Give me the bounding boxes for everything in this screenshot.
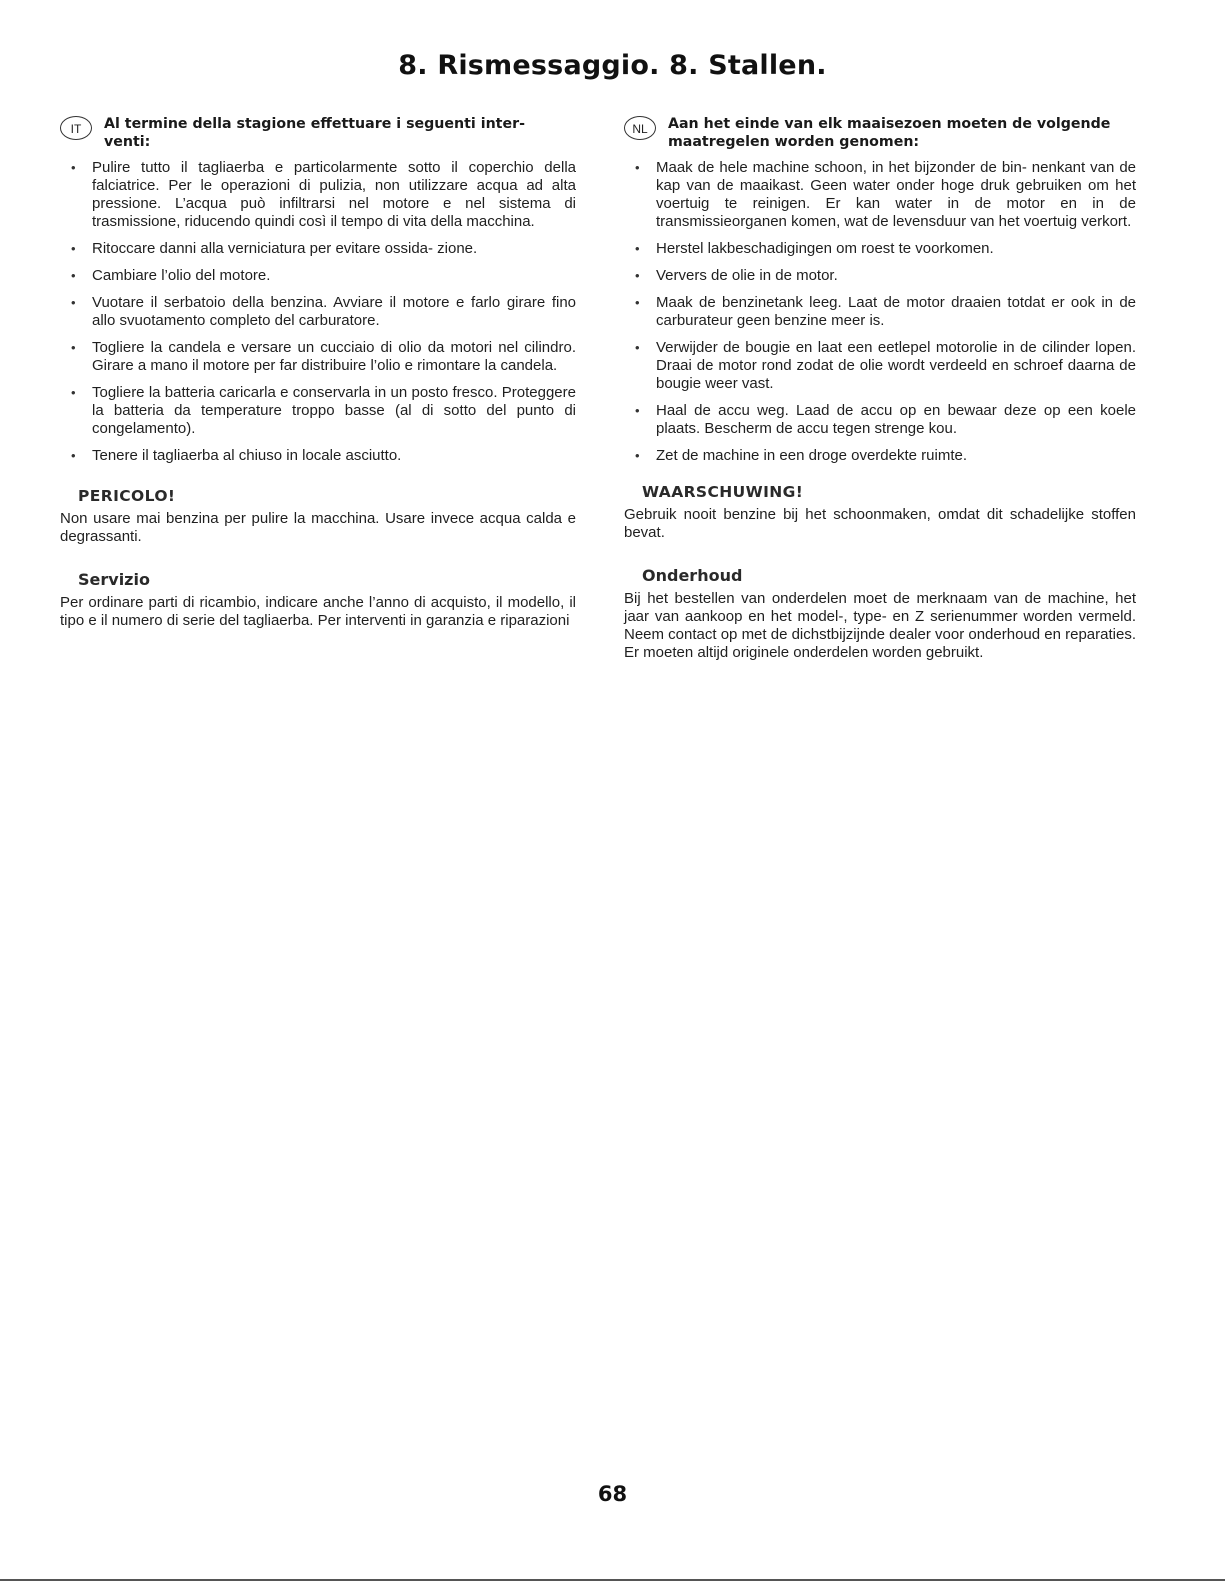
list-item: • Maak de hele machine schoon, in het bijzonder de bin- nenkant van de kap van de maaikast. Geen water onder hoge druk gebruiken om het voertuig te reinigen. Er kan water in de motor en in de transmissieorganen komen, wat de levensduur van het voertuig verkort.	[635, 159, 1136, 230]
list-item: • Herstel lakbeschadigingen om roest te voorkomen.	[635, 240, 994, 257]
bullet-icon: •	[635, 340, 640, 355]
bottom-divider	[0, 1579, 1225, 1581]
bullet-icon: •	[635, 241, 640, 256]
warning-heading-nl: WAARSCHUWING!	[642, 483, 804, 501]
bullet-icon: •	[71, 448, 76, 463]
warning-text-nl: Gebruik nooit benzine bij het schoonmaken, omdat dit schadelijke stoffen bevat.	[624, 506, 1136, 541]
warning-heading-it: PERICOLO!	[78, 487, 176, 505]
list-item: • Ritoccare danni alla verniciatura per evitare ossida- zione.	[71, 240, 478, 257]
bullet-icon: •	[71, 295, 76, 310]
italian-bullet-list	[60, 159, 576, 465]
service-heading-it: Servizio	[78, 570, 150, 589]
bullet-icon: •	[635, 403, 640, 418]
language-badge-it: IT	[60, 116, 92, 140]
dutch-bullet-list	[624, 159, 1136, 465]
bullet-icon: •	[635, 448, 640, 463]
list-item: • Zet de machine in een droge overdekte ruimte.	[635, 447, 968, 464]
bullet-icon: •	[71, 340, 76, 355]
service-heading-nl: Onderhoud	[642, 566, 743, 585]
bullet-icon: •	[635, 268, 640, 283]
service-text-nl: Bij het bestellen van onderdelen moet de merknaam van de machine, het jaar van aankoop en het model-, type- en Z serienummer worden vermeld. Neem contact op met de dichstbijzijnde dealer voor onderhoud en reparaties. Er moeten altijd originele onderdelen worden gebruikt.	[624, 590, 1136, 661]
warning-text-it: Non usare mai benzina per pulire la macchina. Usare invece acqua calda e degrassanti.	[60, 510, 576, 545]
italian-column	[60, 115, 576, 630]
list-item: • Vuotare il serbatoio della benzina. Avviare il motore e farlo girare fino allo svuotamento completo del carburatore.	[71, 294, 576, 329]
list-item: • Tenere il tagliaerba al chiuso in locale asciutto.	[71, 447, 402, 464]
dutch-intro-block	[624, 115, 1136, 151]
dutch-intro-heading: Aan het einde van elk maaisezoen moeten de volgende maatregelen worden genomen:	[668, 116, 1111, 150]
list-item: • Cambiare l’olio del motore.	[71, 267, 271, 284]
page-title: 8. Rismessaggio. 8. Stallen.	[398, 50, 827, 81]
list-item: • Ververs de olie in de motor.	[635, 267, 838, 284]
bullet-icon: •	[635, 295, 640, 310]
bullet-icon: •	[71, 160, 76, 175]
dutch-column	[624, 115, 1136, 662]
list-item: • Pulire tutto il tagliaerba e particolarmente sotto il coperchio della falciatrice. Per le operazioni di pulizia, non utilizzare acqua ad alta pressione. L’acqua può infiltrarsi nel motore e nel sistema di trasmissione, riducendo quindi così il tempo di vita della macchina.	[71, 159, 576, 230]
page-number: 68	[597, 1482, 628, 1506]
bullet-icon: •	[71, 241, 76, 256]
italian-intro-heading: Al termine della stagione effettuare i seguenti inter- venti:	[104, 116, 525, 150]
list-item: • Verwijder de bougie en laat een eetlepel motorolie in de cilinder lopen. Draai de motor rond zodat de olie wordt verdeeld en schroef daarna de bougie weer vast.	[635, 339, 1136, 392]
bullet-icon: •	[635, 160, 640, 175]
list-item: • Togliere la candela e versare un cucciaio di olio da motori nel cilindro. Girare a mano il motore per far distribuire l’olio e rimontare la candela.	[71, 339, 576, 374]
language-badge-nl: NL	[624, 116, 656, 140]
list-item: • Togliere la batteria caricarla e conservarla in un posto fresco. Proteggere la batteria da temperature troppo basse (al di sotto del punto di congelamento).	[71, 384, 576, 437]
bullet-icon: •	[71, 268, 76, 283]
italian-intro-block	[60, 115, 576, 151]
list-item: • Haal de accu weg. Laad de accu op en bewaar deze op een koele plaats. Bescherm de accu tegen strenge kou.	[635, 402, 1136, 437]
service-text-it: Per ordinare parti di ricambio, indicare anche l’anno di acquisto, il modello, il tipo e il numero di serie del tagliaerba. Per interventi in garanzia e riparazioni	[60, 594, 576, 629]
bullet-icon: •	[71, 385, 76, 400]
list-item: • Maak de benzinetank leeg. Laat de motor draaien totdat er ook in de carburateur geen benzine meer is.	[635, 294, 1136, 329]
